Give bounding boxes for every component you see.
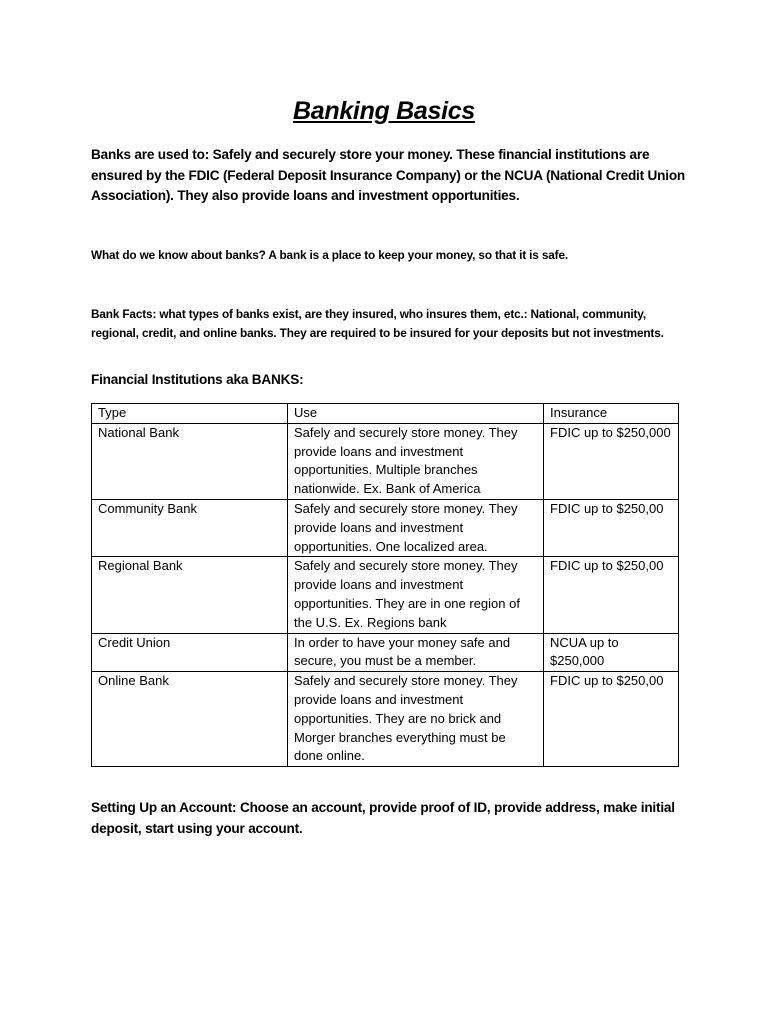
- account-setup-paragraph: Setting Up an Account: Choose an account, provide proof of ID, provide address, make initial deposit, start using your account.: [91, 800, 675, 836]
- cell-use: In order to have your money safe and secure, you must be a member.: [288, 633, 544, 672]
- header-use: Use: [288, 404, 544, 424]
- header-type: Type: [92, 404, 288, 424]
- intro-paragraph: Banks are used to: Safely and securely store your money. These financial institutions are ensured by the FDIC (Federal Deposit Insurance Company) or the NCUA (National Credit Union Association). They also provide loans and investment opportunities.: [91, 147, 686, 203]
- cell-insurance: FDIC up to $250,000: [544, 423, 679, 499]
- table-row: [92, 423, 679, 499]
- table-header-row: [92, 404, 679, 424]
- table-row: [92, 499, 679, 556]
- cell-type: Credit Union: [92, 633, 288, 672]
- cell-use: Safely and securely store money. They provide loans and investment opportunities. They are no brick and Morger branches everything must be done online.: [288, 672, 544, 767]
- cell-use: Safely and securely store money. They provide loans and investment opportunities. They are in one region of the U.S. Ex. Regions bank: [288, 557, 544, 633]
- cell-insurance: FDIC up to $250,00: [544, 672, 679, 767]
- cell-type: Online Bank: [92, 672, 288, 767]
- table-row: [92, 557, 679, 633]
- cell-use: Safely and securely store money. They provide loans and investment opportunities. Multiple branches nationwide. Ex. Bank of America: [288, 423, 544, 499]
- institutions-heading: Financial Institutions aka BANKS:: [91, 372, 304, 387]
- cell-use: Safely and securely store money. They provide loans and investment opportunities. One localized area.: [288, 499, 544, 556]
- table-row: [92, 672, 679, 767]
- cell-insurance: FDIC up to $250,00: [544, 499, 679, 556]
- banks-table: [91, 403, 679, 767]
- bank-facts-paragraph: Bank Facts: what types of banks exist, are they insured, who insures them, etc.: National, community, regional, credit, and online banks. They are required to be insured for your deposits but not investments.: [91, 307, 664, 340]
- cell-insurance: NCUA up to $250,000: [544, 633, 679, 672]
- what-we-know-paragraph: What do we know about banks? A bank is a place to keep your money, so that it is safe.: [91, 248, 568, 262]
- header-insurance: Insurance: [544, 404, 679, 424]
- table-row: [92, 633, 679, 672]
- cell-type: National Bank: [92, 423, 288, 499]
- document-title: Banking Basics: [293, 97, 475, 125]
- cell-insurance: FDIC up to $250,00: [544, 557, 679, 633]
- cell-type: Community Bank: [92, 499, 288, 556]
- cell-type: Regional Bank: [92, 557, 288, 633]
